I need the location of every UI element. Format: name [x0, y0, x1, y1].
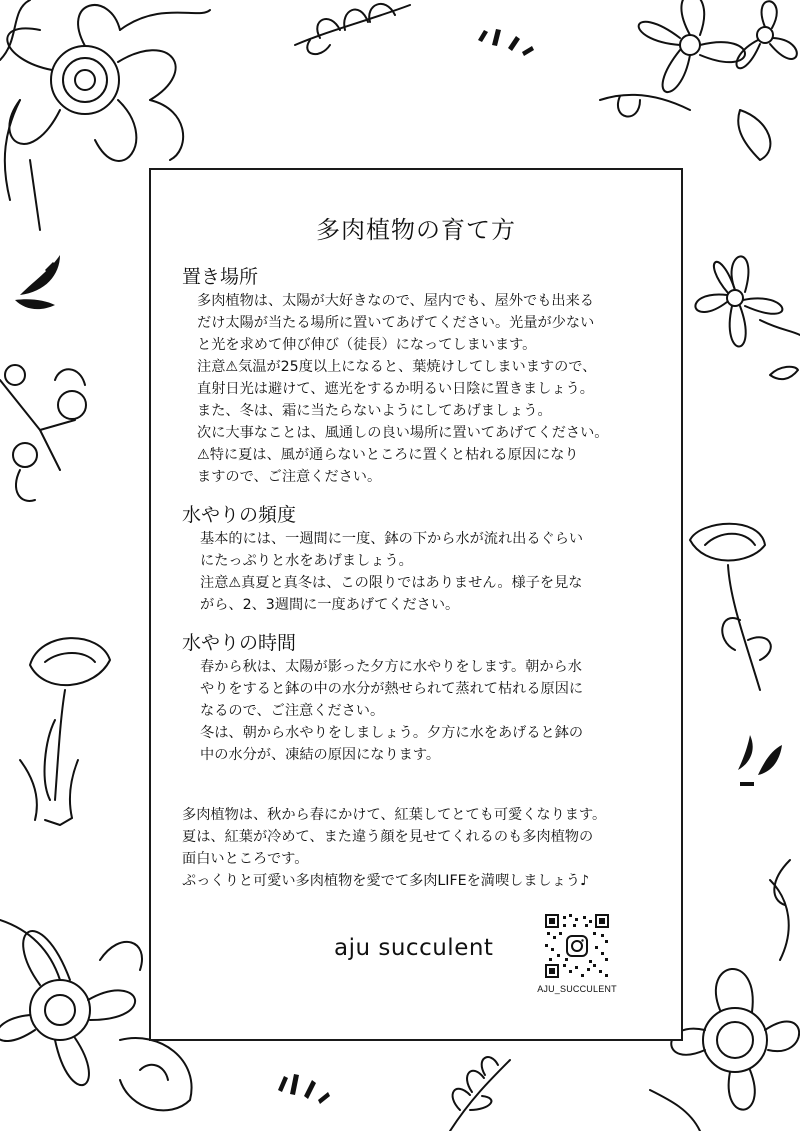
text-line: がら、2、3週間に一度あげてください。: [200, 597, 460, 613]
text-line: 基本的には、一週間に一度、鉢の下から水が流れ出るぐらい: [200, 531, 584, 547]
text-line: 夏は、紅葉が冷めて、また違う顔を見せてくれるのも多肉植物の: [182, 829, 594, 845]
right-poppy-icon: [690, 524, 771, 690]
section-heading-watering-frequency: 水やりの頻度: [182, 504, 297, 526]
qr-handle-label: AJU_SUCCULENT: [537, 984, 617, 994]
section-body-watering-time: [200, 656, 583, 766]
text-line: 多肉植物は、太陽が大好きなので、屋内でも、屋外でも出来る: [197, 293, 594, 309]
text-line: 注意⚠真夏と真冬は、この限りではありません。様子を見な: [200, 575, 583, 591]
page-title: 多肉植物の育て方: [316, 216, 516, 244]
text-line: にたっぷりと水をあげましょう。: [200, 553, 413, 569]
text-line: 直射日光は避けて、遮光をするか明るい日陰に置きましょう。: [197, 381, 594, 397]
text-line: と光を求めて伸び伸び（徒長）になってしまいます。: [197, 337, 537, 353]
splash-left-icon: [15, 255, 60, 309]
splash-right-icon: [738, 735, 782, 786]
text-line: また、冬は、霜に当たらないようにしてあげましょう。: [197, 403, 552, 419]
splash-bottom-icon: [278, 1074, 330, 1104]
section-body-placement: [197, 290, 608, 488]
care-guide-card: [149, 168, 683, 1041]
text-line: ますので、ご注意ください。: [197, 469, 382, 485]
section-heading-placement: 置き場所: [182, 266, 259, 288]
text-line: だけ太陽が当たる場所に置いてあげてください。光量が少ない: [197, 315, 595, 331]
top-sprig-icon: [295, 4, 410, 54]
text-line: ⚠特に夏は、風が通らないところに置くと枯れる原因になり: [197, 447, 579, 463]
text-line: ぷっくりと可愛い多肉植物を愛でて多肉LIFEを満喫しましょう♪: [182, 873, 590, 889]
section-body-watering-frequency: [200, 528, 583, 616]
text-line: 多肉植物は、秋から春にかけて、紅葉してとても可愛くなります。: [182, 807, 607, 823]
closing-message: [182, 804, 606, 892]
bottom-sprig-icon: [450, 1057, 510, 1131]
left-flower-cluster-icon: [0, 365, 86, 501]
brand-name: aju succulent: [334, 935, 494, 961]
section-heading-watering-time: 水やりの時間: [182, 632, 297, 654]
left-poppy-icon: [20, 638, 110, 825]
text-line: 冬は、朝から水やりをしましょう。夕方に水をあげると鉢の: [200, 725, 584, 741]
qr-code[interactable]: [545, 914, 609, 978]
text-line: 春から秋は、太陽が影った夕方に水やりをします。朝から水: [200, 659, 582, 675]
text-line: なるので、ご注意ください。: [200, 703, 385, 719]
text-line: 次に大事なことは、風通しの良い場所に置いてあげてください。: [197, 425, 609, 441]
instagram-icon: [567, 936, 587, 956]
splash-top-icon: [478, 29, 534, 56]
instagram-qr-block[interactable]: [534, 914, 620, 994]
text-line: 注意⚠気温が25度以上になると、葉焼けしてしまいますので、: [197, 359, 597, 375]
right-lily-icon: [695, 256, 800, 379]
text-line: 中の水分が、凍結の原因になります。: [200, 747, 441, 763]
top-right-flower-icon: [600, 0, 797, 160]
text-line: 面白いところです。: [182, 851, 309, 867]
text-line: やりをすると鉢の中の水分が熱せられて蒸れて枯れる原因に: [200, 681, 584, 697]
